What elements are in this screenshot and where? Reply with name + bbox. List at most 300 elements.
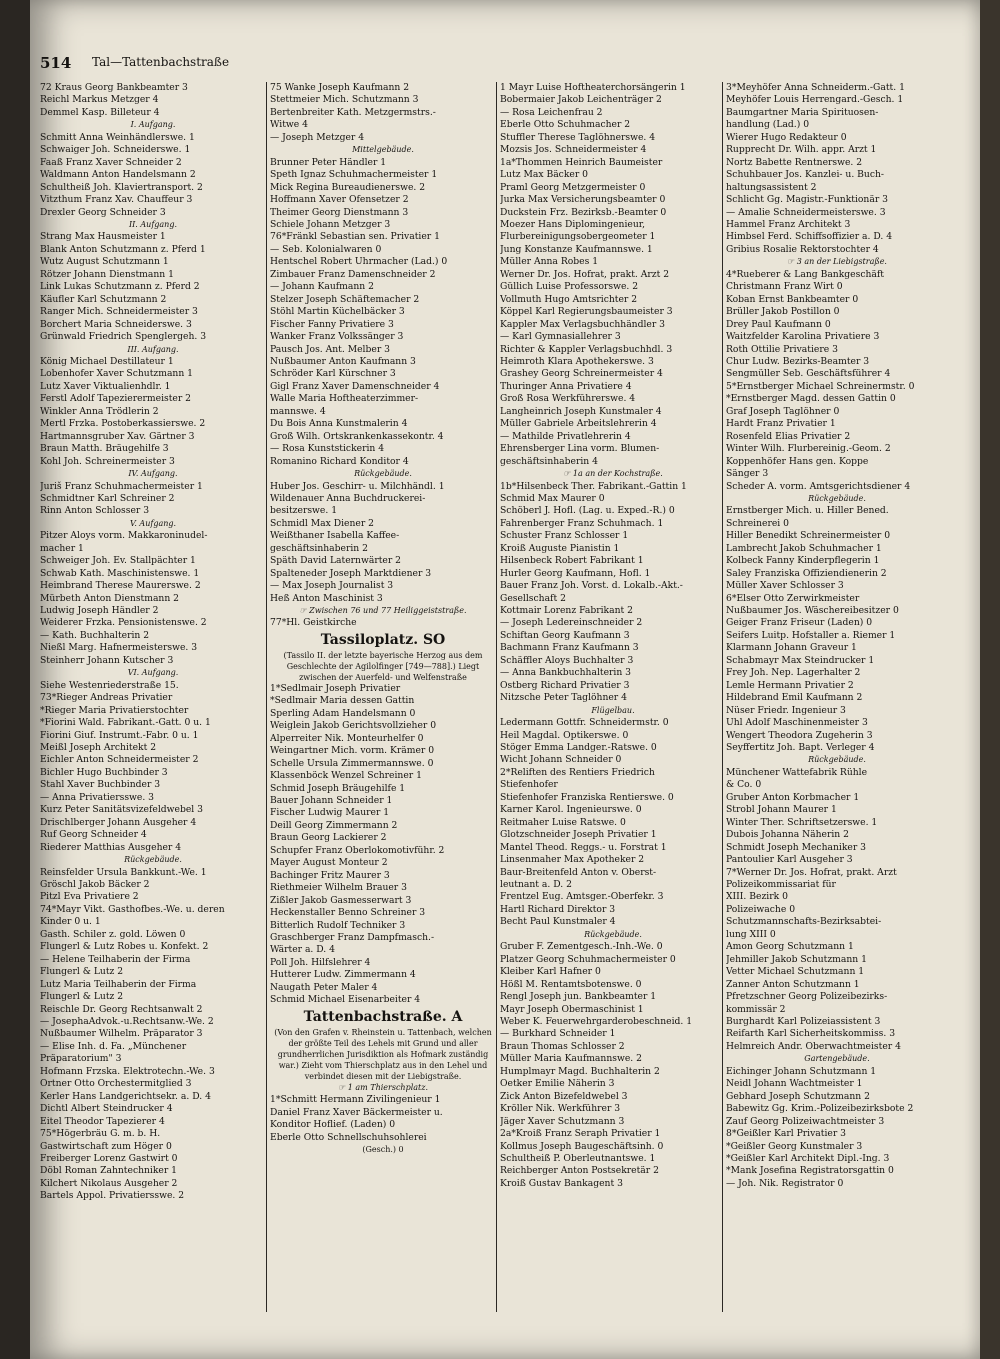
directory-line: — Joh. Nik. Registrator 0	[726, 1177, 844, 1189]
directory-line: Rückgebäude.	[124, 855, 182, 865]
directory-line: Ruf Georg Schneider 4	[40, 829, 147, 841]
directory-line: Hoffmann Xaver Ofensetzer 2	[270, 194, 409, 206]
directory-line: Schmidl Max Diener 2	[270, 517, 374, 529]
directory-line: Vetter Michael Schutzmann 1	[726, 966, 865, 978]
directory-line: Langheinrich Joseph Kunstmaler 4	[500, 405, 662, 417]
directory-line: — JosephaAdvok.-u.Rechtsanw.-We. 2	[40, 1015, 214, 1027]
directory-line: XIII. Bezirk 0	[726, 891, 788, 903]
directory-line: Lemle Hermann Privatier 2	[726, 679, 854, 691]
directory-line: Hößl M. Rentamtsbotenswe. 0	[500, 978, 642, 990]
directory-line: Platzer Georg Schuhmachermeister 0	[500, 953, 676, 965]
directory-line: Schäffler Aloys Buchhalter 3	[500, 654, 634, 666]
directory-line: macher 1	[40, 542, 84, 554]
directory-line: Weber K. Feuerwehrgarderobeschneid. 1	[500, 1015, 693, 1027]
directory-line: — Burkhard Schneider 1	[500, 1028, 616, 1040]
directory-line: Kleiber Karl Hafner 0	[500, 966, 601, 978]
directory-line: Bitterlich Rudolf Techniker 3	[270, 919, 406, 931]
directory-line: Winter Wilh. Flurbereinig.-Geom. 2	[726, 443, 891, 455]
directory-line: Braun Matth. Bräugehilfe 3	[40, 443, 169, 455]
directory-line: 75*Högerbräu G. m. b. H.	[40, 1128, 161, 1140]
directory-line: Mayr Joseph Obermaschinist 1	[500, 1003, 644, 1015]
directory-line: Drischlberger Johann Ausgeher 4	[40, 816, 197, 828]
directory-line: Eberle Otto Schnellschuhsohlerei	[270, 1131, 427, 1143]
directory-line: Baumgartner Maria Spirituosen-	[726, 106, 879, 118]
directory-line: Rückgebäude.	[808, 493, 866, 503]
directory-line: (Tassilo II. der letzte bayerische Herzog aus dem Geschlechte der Agilolfinger [749—788].) Liegt zwischen der Auerfeld- und Welfenstraße	[283, 650, 483, 682]
directory-line: Späth David Laternwärter 2	[270, 555, 401, 567]
directory-line: Christmann Franz Wirt 0	[726, 281, 843, 293]
directory-line: — Helene Teilhaberin der Firma	[40, 953, 191, 965]
directory-line: Bachinger Fritz Maurer 3	[270, 869, 390, 881]
directory-line: Jäger Xaver Schutzmann 3	[500, 1115, 625, 1127]
directory-line: Schweiger Joh. Ev. Stallpächter 1	[40, 555, 196, 567]
directory-line: Weiglein Jakob Gerichtsvollzieher 0	[270, 720, 437, 732]
directory-line: Theimer Georg Dienstmann 3	[270, 206, 409, 218]
directory-line: Zauf Georg Polizeiwachtmeister 3	[726, 1115, 885, 1127]
directory-line: Weiderer Frzka. Pensionistenswe. 2	[40, 617, 207, 629]
directory-line: Gruber Anton Korbmacher 1	[726, 791, 860, 803]
directory-line: 76*Fränkl Sebastian sen. Privatier 1	[270, 231, 440, 243]
directory-line: Sperling Adam Handelsmann 0	[270, 707, 416, 719]
directory-line: Nußbaumer Wilhelm. Präparator 3	[40, 1028, 203, 1040]
directory-line: V. Aufgang.	[129, 518, 177, 528]
directory-line: Schreinerei 0	[726, 517, 790, 529]
directory-line: Grünwald Friedrich Spenglergeh. 3	[40, 331, 207, 343]
directory-line: Babewitz Gg. Krim.-Polizeibezirksbote 2	[726, 1103, 914, 1115]
directory-line: Eitel Theodor Tapezierer 4	[40, 1115, 165, 1127]
directory-line: Hardt Franz Privatier 1	[726, 418, 836, 430]
directory-line: Graf Joseph Taglöhner 0	[726, 405, 840, 417]
directory-line: Koppenhöfer Hans gen. Koppe	[726, 455, 869, 467]
directory-line: Winkler Anna Trödlerin 2	[40, 405, 159, 417]
directory-line: Hentschel Robert Uhrmacher (Lad.) 0	[270, 256, 448, 268]
directory-line: *Rieger Maria Privatierstochter	[40, 704, 189, 716]
directory-line: Gartengebäude.	[804, 1054, 870, 1064]
directory-line: Weißthaner Isabella Kaffee-	[270, 530, 400, 542]
directory-line: Hurler Georg Kaufmann, Hofl. 1	[500, 567, 651, 579]
directory-line: Zimbauer Franz Damenschneider 2	[270, 268, 436, 280]
directory-line: mannswe. 4	[270, 405, 326, 417]
directory-line: Schuster Franz Schlosser 1	[500, 530, 629, 542]
directory-line: Lobenhofer Xaver Schutzmann 1	[40, 368, 194, 380]
directory-line: König Michael Destillateur 1	[40, 355, 174, 367]
directory-line: Rupprecht Dr. Wilh. appr. Arzt 1	[726, 144, 877, 156]
directory-line: Wärter a. D. 4	[270, 944, 335, 956]
directory-column-3	[500, 82, 726, 1322]
directory-line: — Joseph Ledereinschneider 2	[500, 617, 643, 629]
directory-line: Gruber F. Zementgesch.-Inh.-We. 0	[500, 941, 663, 953]
directory-line: Flungerl & Lutz 2	[40, 991, 124, 1003]
directory-line: — Anna Bankbuchhalterin 3	[500, 667, 632, 679]
directory-line: Wutz August Schutzmann 1	[40, 256, 169, 268]
directory-line: 1*Schmitt Hermann Zivilingenieur 1	[270, 1094, 441, 1106]
directory-line: Rückgebäude.	[584, 929, 642, 939]
directory-line: Fischer Ludwig Maurer 1	[270, 807, 390, 819]
directory-line: — Mathilde Privatlehrerin 4	[500, 430, 631, 442]
directory-line: *Geißler Georg Kunstmaler 3	[726, 1140, 863, 1152]
directory-line: 4*Rueberer & Lang Bankgeschäft	[726, 268, 884, 280]
directory-line: Kottmair Lorenz Fabrikant 2	[500, 605, 633, 617]
directory-line: Frentzel Eug. Amtsger.-Oberfekr. 3	[500, 891, 664, 903]
directory-line: Schutzmannschafts-Bezirksabtei-	[726, 916, 882, 928]
directory-line: Brüller Jakob Postillon 0	[726, 306, 840, 318]
directory-line: Roth Ottilie Privatiere 3	[726, 343, 838, 355]
directory-line: Jehmiller Jakob Schutzmann 1	[726, 953, 867, 965]
directory-line: Ledermann Gottfr. Schneidermstr. 0	[500, 717, 669, 729]
directory-line: Heckenstaller Benno Schreiner 3	[270, 907, 426, 919]
directory-line: Karner Karol. Ingenieurswe. 0	[500, 804, 642, 816]
directory-line: Bachmann Franz Kaufmann 3	[500, 642, 639, 654]
directory-line: Heimbrand Therese Maurerswe. 2	[40, 580, 201, 592]
directory-line: Reischle Dr. Georg Rechtsanwalt 2	[40, 1003, 203, 1015]
directory-line: Bauer Johann Schneider 1	[270, 795, 393, 807]
directory-line: Drexler Georg Schneider 3	[40, 206, 166, 218]
directory-line: Flungerl & Lutz 2	[40, 966, 124, 978]
directory-line: kommissär 2	[726, 1003, 786, 1015]
directory-line: 1*Sedlmair Joseph Privatier	[270, 682, 401, 694]
directory-line: Sänger 3	[726, 468, 769, 480]
directory-line: Zick Anton Bizefeldwebel 3	[500, 1090, 628, 1102]
directory-line: Stöhl Martin Küchelbäcker 3	[270, 306, 405, 318]
directory-line: Bertenbreiter Kath. Metzgermstrs.-	[270, 106, 436, 118]
directory-line: Stiefenhofer	[500, 779, 558, 791]
directory-line: Kroiß Gustav Bankagent 3	[500, 1177, 623, 1189]
directory-line: Kerler Hans Landgerichtsekr. a. D. 4	[40, 1090, 211, 1102]
directory-line: Nußbaumer Jos. Wäschereibesitzer 0	[726, 605, 899, 617]
directory-line: Eichler Anton Schneidermeister 2	[40, 754, 199, 766]
directory-column-4	[726, 82, 948, 1322]
directory-line: Stelzer Joseph Schäftemacher 2	[270, 293, 420, 305]
directory-line: Hildebrand Emil Kaufmann 2	[726, 692, 863, 704]
directory-line: Stöger Emma Landger.-Ratswe. 0	[500, 742, 657, 754]
directory-line: Schöberl J. Hofl. (Lag. u. Exped.-R.) 0	[500, 505, 675, 517]
page-number: 514	[40, 54, 72, 72]
directory-line: geschäftsinhaberin 4	[500, 455, 598, 467]
directory-column-2	[270, 82, 496, 1322]
directory-line: Moezer Hans Diplomingenieur,	[500, 218, 646, 230]
directory-line: 1b*Hilsenbeck Ther. Fabrikant.-Gattin 1	[500, 480, 687, 492]
directory-line: Gasth. Schiler z. gold. Löwen 0	[40, 928, 186, 940]
directory-line: Ehrensberger Lina vorm. Blumen-	[500, 443, 660, 455]
directory-line: Bauer Franz Joh. Vorst. d. Lokalb.-Akt.-	[500, 580, 683, 592]
directory-line: Nitzsche Peter Taglöhner 4	[500, 692, 627, 704]
directory-line: Müller Xaver Schlosser 3	[726, 580, 844, 592]
directory-line: Hiller Benedikt Schreinermeister 0	[726, 530, 891, 542]
directory-line: Juriš Franz Schuhmachermeister 1	[40, 480, 203, 492]
directory-line: Ortner Otto Orchestermitglied 3	[40, 1078, 192, 1090]
directory-line: Wicht Johann Schneider 0	[500, 754, 622, 766]
directory-column-1	[40, 82, 266, 1322]
directory-line: Baur-Breitenfeld Anton v. Oberst-	[500, 866, 657, 878]
directory-line: Blank Anton Schutzmann z. Pferd 1	[40, 243, 206, 255]
directory-line: Hutterer Ludw. Zimmermann 4	[270, 969, 416, 981]
directory-line: Kolbeck Fanny Kinderpflegerin 1	[726, 555, 880, 567]
directory-line: Uhl Adolf Maschinenmeister 3	[726, 717, 868, 729]
directory-line: Waitzfelder Karolina Privatiere 3	[726, 331, 880, 343]
directory-line: Glotzschneider Joseph Privatier 1	[500, 829, 657, 841]
directory-line: II. Aufgang.	[128, 219, 177, 229]
directory-line: Praml Georg Metzgermeister 0	[500, 181, 646, 193]
directory-line: Käufler Karl Schutzmann 2	[40, 293, 167, 305]
directory-line: Polizeiwache 0	[726, 903, 796, 915]
directory-line: Becht Paul Kunstmaler 4	[500, 916, 616, 928]
directory-line: Schelle Ursula Zimmermannswe. 0	[270, 757, 434, 769]
directory-line: Demmel Kasp. Billeteur 4	[40, 106, 160, 118]
directory-line: Saley Franziska Offiziendienerin 2	[726, 567, 887, 579]
directory-line: Fiorini Giuf. Instrumt.-Fabr. 0 u. 1	[40, 729, 199, 741]
directory-line: Schuhbauer Jos. Kanzlei- u. Buch-	[726, 169, 885, 181]
directory-line: (Gesch.) 0	[362, 1144, 404, 1154]
directory-line: Ranger Mich. Schneidermeister 3	[40, 306, 198, 318]
directory-line: Gribius Rosalie Rektorstochter 4	[726, 243, 879, 255]
directory-line: Bartels Appol. Privatiersswe. 2	[40, 1190, 185, 1202]
directory-line: Ernstberger Mich. u. Hiller Bened.	[726, 505, 889, 517]
directory-line: Tassiloplatz. SO	[320, 631, 446, 648]
directory-line: Link Lukas Schutzmann z. Pferd 2	[40, 281, 200, 293]
directory-line: Hilsenbeck Robert Fabrikant 1	[500, 555, 644, 567]
directory-line: Klarmann Johann Graveur 1	[726, 642, 857, 654]
directory-line: Dubois Johanna Näherin 2	[726, 829, 849, 841]
directory-line: Schmid Michael Eisenarbeiter 4	[270, 994, 421, 1006]
directory-line: Bobermaier Jakob Leichenträger 2	[500, 94, 662, 106]
directory-line: Steinherr Johann Kutscher 3	[40, 654, 174, 666]
directory-line: 74*Mayr Vikt. Gasthofbes.-We. u. deren	[40, 903, 225, 915]
directory-line: Eberle Otto Schuhmacher 2	[500, 119, 631, 131]
directory-line: Strobl Johann Maurer 1	[726, 804, 837, 816]
directory-line: — Rosa Kunststickerin 4	[270, 443, 385, 455]
directory-line: Himbsel Ferd. Schiffsoffizier a. D. 4	[726, 231, 893, 243]
directory-line: Pausch Jos. Ant. Melber 3	[270, 343, 390, 355]
directory-line: Stahl Xaver Buchbinder 3	[40, 779, 161, 791]
directory-line: Freiberger Lorenz Gastwirt 0	[40, 1152, 178, 1164]
directory-line: 1a*Thommen Heinrich Baumeister	[500, 156, 663, 168]
directory-line: VI. Aufgang.	[127, 668, 179, 678]
directory-line: Daniel Franz Xaver Bäckermeister u.	[270, 1106, 443, 1118]
directory-line: Fahrenberger Franz Schuhmach. 1	[500, 517, 664, 529]
directory-line: ☞ 3 an der Liebigstraße.	[787, 257, 887, 267]
directory-line: Mürbeth Anton Dienstmann 2	[40, 592, 180, 604]
directory-line: Stettmeier Mich. Schutzmann 3	[270, 94, 419, 106]
directory-line: Neidl Johann Wachtmeister 1	[726, 1078, 863, 1090]
column-rule	[496, 82, 497, 1312]
directory-line: Strang Max Hausmeister 1	[40, 231, 166, 243]
directory-line: Schmidt Joseph Mechaniker 3	[726, 841, 866, 853]
directory-line: Köppel Karl Regierungsbaumeister 3	[500, 306, 673, 318]
directory-line: 72 Kraus Georg Bankbeamter 3	[40, 82, 188, 93]
directory-line: Hartl Richard Direktor 3	[500, 903, 616, 915]
directory-line: leutnant a. D. 2	[500, 879, 572, 890]
directory-line: Werner Dr. Jos. Hofrat, prakt. Arzt 2	[500, 268, 670, 280]
directory-line: Scheder A. vorm. Amtsgerichtsdiener 4	[726, 480, 911, 492]
directory-line: 7*Werner Dr. Jos. Hofrat, prakt. Arzt	[726, 866, 897, 878]
directory-line: Schultheiß P. Oberleutnantswe. 1	[500, 1152, 656, 1164]
directory-line: Rückgebäude.	[354, 469, 412, 479]
directory-line: 6*Elser Otto Zerwirkmeister	[726, 592, 860, 604]
directory-line: — Rosa Leichenfrau 2	[500, 106, 603, 118]
directory-line: Mertl Frzka. Postoberkassierswe. 2	[40, 418, 206, 430]
directory-line: Müller Maria Kaufmannswe. 2	[500, 1053, 642, 1065]
directory-line: Mittelgebäude.	[352, 145, 414, 155]
directory-line: Güllich Luise Professorswe. 2	[500, 281, 639, 293]
directory-line: Witwe 4	[270, 119, 308, 131]
directory-line: — Elise Inh. d. Fa. „Münchener	[40, 1040, 187, 1052]
directory-line: Kollmus Joseph Baugeschäftsinh. 0	[500, 1140, 664, 1152]
directory-line: Lutz Maria Teilhaberin der Firma	[40, 978, 197, 990]
directory-line: — Seb. Kolonialwaren 0	[270, 243, 382, 255]
directory-line: Rosenfeld Elias Privatier 2	[726, 430, 851, 442]
directory-line: 3*Meyhöfer Anna Schneiderm.-Gatt. 1	[726, 82, 905, 93]
directory-line: Spalteneder Joseph Marktdiener 3	[270, 567, 432, 579]
directory-line: Groß Rosa Werkführerswe. 4	[500, 393, 636, 405]
directory-line: Jurka Max Versicherungsbeamter 0	[500, 194, 666, 206]
directory-line: Flungerl & Lutz Robes u. Konfekt. 2	[40, 941, 209, 953]
directory-line: Kinder 0 u. 1	[40, 916, 101, 928]
directory-line: — Johann Kaufmann 2	[270, 281, 374, 293]
directory-line: Faaß Franz Xaver Schneider 2	[40, 156, 182, 168]
directory-line: (Von den Grafen v. Rheinstein u. Tattenbach, welchen der größte Teil des Lehels mit Grund und aller grundherrlichen Jurisdiktion als Hofmark zuständig war.) Zieht vom Thierschplatz aus in den Lehel und verbindet diesen mit der Liebigstraße.	[274, 1027, 492, 1081]
directory-line: Riederer Matthias Ausgeher 4	[40, 841, 182, 853]
directory-line: Schupfer Franz Oberlokomotivführ. 2	[270, 844, 445, 856]
directory-line: Speth Ignaz Schuhmachermeister 1	[270, 169, 438, 181]
directory-line: Schmid Joseph Bräugehilfe 1	[270, 782, 406, 794]
directory-line: Präparatorium" 3	[40, 1053, 122, 1065]
directory-line: Groß Wilh. Ortskrankenkassekontr. 4	[270, 430, 444, 442]
directory-line: Sengmüller Seb. Geschäftsführer 4	[726, 368, 891, 380]
directory-line: — Anna Privatiersswe. 3	[40, 791, 155, 803]
directory-line: Alperreiter Nik. Monteurhelfer 0	[270, 732, 424, 744]
directory-line: Seifers Luitp. Hofstaller a. Riemer 1	[726, 629, 896, 641]
directory-line: Gröschl Jakob Bäcker 2	[40, 879, 150, 890]
directory-line: Mozsis Jos. Schneidermeister 4	[500, 144, 647, 156]
directory-line: Schröder Karl Kürschner 3	[270, 368, 396, 380]
directory-line: — Kath. Buchhalterin 2	[40, 629, 150, 641]
directory-line: Koban Ernst Bankbeamter 0	[726, 293, 859, 305]
directory-line: geschäftsinhaberin 2	[270, 542, 368, 554]
directory-line: Schultheiß Joh. Klaviertransport. 2	[40, 181, 203, 193]
directory-line: Zißler Jakob Gasmesserwart 3	[270, 894, 412, 906]
directory-line: Duckstein Frz. Bezirksb.-Beamter 0	[500, 206, 667, 218]
directory-line: Jung Konstanze Kaufmannswe. 1	[500, 243, 653, 255]
directory-line: Schwaiger Joh. Schneiderswe. 1	[40, 144, 191, 156]
directory-line: Müller Gabriele Arbeitslehrerin 4	[500, 418, 657, 430]
directory-line: Helmreich Andr. Oberwachtmeister 4	[726, 1040, 901, 1052]
directory-line: Klassenböck Wenzel Schreiner 1	[270, 770, 422, 782]
directory-line: Vollmuth Hugo Amtsrichter 2	[500, 293, 638, 305]
directory-line: Schmidtner Karl Schreiner 2	[40, 492, 175, 504]
directory-line: Drey Paul Kaufmann 0	[726, 318, 831, 330]
directory-line: Reitmaher Luise Ratswe. 0	[500, 816, 626, 828]
directory-line: 8*Geißler Karl Privatier 3	[726, 1128, 846, 1140]
directory-line: Winter Ther. Schriftsetzerswe. 1	[726, 816, 878, 828]
book-edge	[980, 0, 1000, 1359]
directory-line: Stuffler Therese Taglöhnerswe. 4	[500, 131, 656, 143]
directory-line: *Geißler Karl Architekt Dipl.-Ing. 3	[726, 1152, 890, 1164]
directory-line: Rötzer Johann Dienstmann 1	[40, 268, 174, 280]
directory-line: Flurbereinigungsobergeometer 1	[500, 231, 656, 243]
directory-line: Reifarth Karl Sicherheitskommiss. 3	[726, 1028, 896, 1040]
directory-line: IV. Aufgang.	[128, 469, 178, 479]
directory-line: Zanner Anton Schutzmann 1	[726, 978, 860, 990]
directory-line: ☞ 1 am Thierschplatz.	[337, 1082, 428, 1092]
directory-line: Siehe Westenriederstraße 15.	[40, 679, 179, 691]
directory-line: ☞ Zwischen 76 und 77 Heiliggeiststraße.	[299, 606, 467, 616]
directory-line: Geiger Franz Friseur (Laden) 0	[726, 617, 873, 629]
directory-line: Rinn Anton Schlosser 3	[40, 505, 150, 517]
directory-line: Pitzl Eva Privatiere 2	[40, 891, 139, 903]
directory-line: Ludwig Joseph Händler 2	[40, 605, 159, 617]
directory-line: Heß Anton Maschinist 3	[270, 592, 383, 604]
directory-line: haltungsassistent 2	[726, 181, 817, 193]
directory-line: Lutz Max Bäcker 0	[500, 169, 588, 181]
directory-line: *Ernstberger Magd. dessen Gattin 0	[726, 393, 896, 405]
directory-line: Heimroth Klara Apothekerswe. 3	[500, 355, 654, 367]
directory-line: Reichberger Anton Postsekretär 2	[500, 1165, 659, 1177]
page-header	[40, 54, 940, 76]
directory-line: Flügelbau.	[591, 705, 635, 715]
directory-line: Tattenbachstraße. A	[303, 1008, 463, 1025]
directory-line: Poll Joh. Hilfslehrer 4	[270, 956, 371, 968]
directory-line: handlung (Lad.) 0	[726, 119, 810, 131]
directory-line: Ostberg Richard Privatier 3	[500, 679, 630, 691]
directory-line: Wengert Theodora Zugeherin 3	[726, 729, 873, 741]
directory-line: Thuringer Anna Privatiere 4	[500, 380, 632, 392]
running-title: Tal—Tattenbachstraße	[92, 55, 230, 69]
directory-line: Kappler Max Verlagsbuchhändler 3	[500, 318, 665, 330]
directory-line: Linsenmaher Max Apotheker 2	[500, 854, 645, 866]
directory-line: Weingartner Mich. vorm. Krämer 0	[270, 745, 435, 757]
directory-line: Fischer Fanny Privatiere 3	[270, 318, 394, 330]
directory-line: lung XIII 0	[726, 928, 776, 940]
directory-line: Müller Anna Robes 1	[500, 256, 599, 268]
directory-line: Schiele Johann Metzger 3	[270, 218, 391, 230]
directory-line: Lambrecht Jakob Schuhmacher 1	[726, 542, 882, 554]
directory-line: Riethmeier Wilhelm Brauer 3	[270, 882, 407, 894]
directory-line: 75 Wanke Joseph Kaufmann 2	[270, 82, 410, 93]
directory-line: Nüser Friedr. Ingenieur 3	[726, 704, 846, 716]
directory-line: *Sedlmair Maria dessen Gattin	[270, 695, 415, 707]
directory-line: Walle Maria Hoftheaterzimmer-	[270, 393, 419, 405]
directory-line: Pfretzschner Georg Polizeibezirks-	[726, 991, 888, 1003]
directory-line: *Fiorini Wald. Fabrikant.-Gatt. 0 u. 1	[40, 717, 211, 729]
directory-line: 5*Ernstberger Michael Schreinermstr. 0	[726, 380, 915, 392]
directory-line: Frey Joh. Nep. Lagerhalter 2	[726, 667, 861, 679]
column-rule	[266, 82, 267, 1312]
directory-line: Graschberger Franz Dampfmasch.-	[270, 932, 435, 943]
directory-line: Mick Regina Bureaudienerswe. 2	[270, 181, 426, 193]
directory-line: Nießl Marg. Hafnermeisterswe. 3	[40, 642, 198, 654]
directory-line: Richter & Kappler Verlagsbuchhdl. 3	[500, 343, 673, 355]
directory-line: Heil Magdal. Optikerswe. 0	[500, 729, 629, 741]
directory-line: Kroiß Auguste Pianistin 1	[500, 542, 620, 554]
directory-line: 73*Rieger Andreas Privatier	[40, 692, 173, 704]
directory-line: Burghardt Karl Polizeiassistent 3	[726, 1015, 881, 1027]
directory-line: Du Bois Anna Kunstmalerin 4	[270, 418, 408, 430]
directory-line: Grashey Georg Schreinermeister 4	[500, 368, 663, 380]
directory-line: besitzerswe. 1	[270, 505, 338, 517]
directory-line: Dichtl Albert Steindrucker 4	[40, 1103, 173, 1115]
directory-line: 1 Mayr Luise Hoftheaterchorsängerin 1	[500, 82, 686, 93]
directory-line: Lutz Xaver Viktualienhdlr. 1	[40, 380, 171, 392]
directory-line: Mantel Theod. Reggs.- u. Forstrat 1	[500, 841, 667, 853]
directory-line: Waldmann Anton Handelsmann 2	[40, 169, 196, 181]
directory-line: Meyhöfer Louis Herrengard.-Gesch. 1	[726, 94, 904, 106]
directory-line: Oetker Emilie Näherin 3	[500, 1078, 615, 1090]
directory-line: Wierer Hugo Redakteur 0	[726, 131, 847, 143]
directory-line: Rückgebäude.	[808, 755, 866, 765]
directory-line: Schmid Max Maurer 0	[500, 492, 605, 504]
directory-line: Humplmayr Magd. Buchhalterin 2	[500, 1065, 660, 1077]
directory-line: Nußbaumer Anton Kaufmann 3	[270, 355, 416, 367]
